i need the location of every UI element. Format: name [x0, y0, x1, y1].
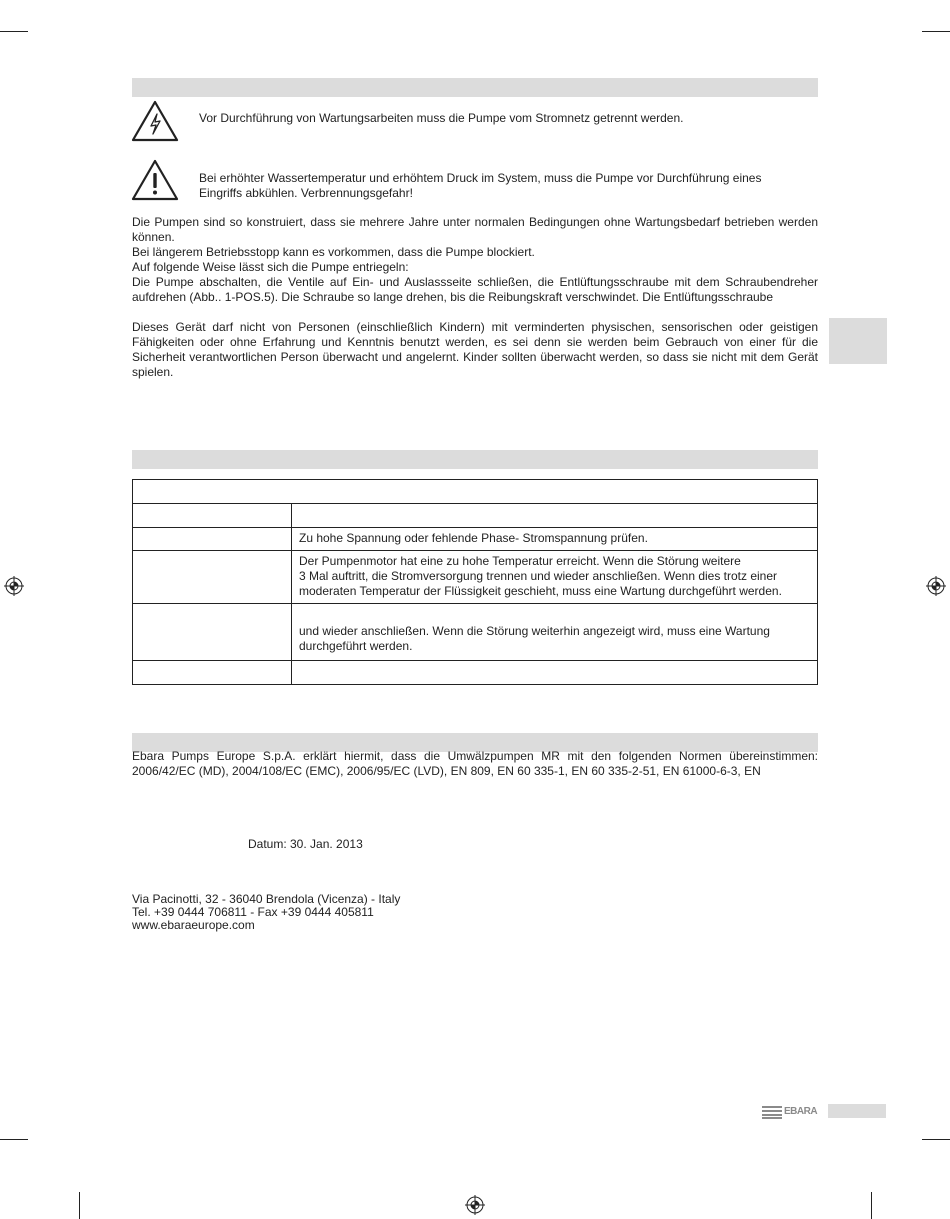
- table-cell-remedy: [292, 504, 818, 528]
- table-row: [133, 661, 818, 685]
- safety-disclaimer-paragraph: Dieses Gerät darf nicht von Personen (einschließlich Kindern) mit verminderten physischen, sensorischen oder geistigen Fähigkeiten oder ohne Erfahrung und Kenntnis benutzt werden, es sei denn sie werden beim Gebrauch von einer für die Sicherheit verantwortlichen Person überwacht und angelernt. Kinder sollten überwacht werden, so dass sie nicht mit dem Gerät spielen.: [132, 320, 818, 379]
- table-row: [133, 504, 818, 528]
- section-heading-bar-safety: [132, 78, 818, 97]
- table-row: [133, 551, 818, 604]
- table-header-row: [133, 480, 818, 504]
- general-warning-text: Bei erhöhter Wassertemperatur und erhöhtem Druck im System, muss die Pumpe vor Durchführung eines Eingriffs abkühlen. Verbrennungsgefahr!: [199, 171, 762, 200]
- table-row: [133, 528, 818, 551]
- crop-mark-bottom-left-vertical: [79, 1192, 80, 1219]
- table-cell-remedy: [292, 661, 818, 685]
- troubleshooting-table: [132, 479, 818, 685]
- registration-mark-icon: [465, 1195, 485, 1215]
- ebara-logo-text: EBARA: [784, 1106, 818, 1117]
- table-cell-code: [133, 551, 292, 604]
- electric-warning-text: Vor Durchführung von Wartungsarbeiten muss die Pumpe vom Stromnetz getrennt werden.: [199, 111, 684, 125]
- crop-mark-bottom-right: [922, 1139, 950, 1140]
- company-phone: Tel. +39 0444 706811 - Fax +39 0444 405811: [132, 905, 374, 919]
- table-cell-code: [133, 604, 292, 661]
- table-cell-code: [133, 504, 292, 528]
- crop-mark-bottom-right-vertical: [871, 1192, 872, 1219]
- maintenance-paragraph: Die Pumpen sind so konstruiert, dass sie mehrere Jahre unter normalen Bedingungen ohne Wartungsbedarf betrieben werden können. Bei längerem Betriebsstopp kann es vorkommen, dass die Pumpe blockiert. Auf folgende Weise lässt sich die Pumpe entriegeln: Die Pumpe abschalten, die Ventile auf Ein- und Auslassseite schließen, die Entlüftungsschraube mit dem Schraubendreher aufdrehen (Abb.. 1-POS.5). Die Schraube so lange drehen, bis die Reibungskraft verschwindet. Die Entlüftungsschraube: [132, 215, 818, 304]
- crop-mark-top-right: [922, 31, 950, 32]
- crop-mark-bottom-left: [0, 1139, 28, 1140]
- declaration-date: Datum: 30. Jan. 2013: [248, 837, 363, 851]
- table-cell-remedy: Zu hohe Spannung oder fehlende Phase- Stromspannung prüfen.: [292, 528, 818, 551]
- company-website: www.ebaraeurope.com: [132, 918, 255, 932]
- ebara-wave-icon: [762, 1105, 782, 1119]
- table-cell-code: [133, 661, 292, 685]
- registration-mark-icon: [4, 576, 24, 596]
- registration-mark-icon: [926, 576, 946, 596]
- exclamation-warning-icon: [131, 159, 179, 201]
- language-side-tab: [829, 318, 887, 364]
- crop-mark-top-left: [0, 31, 28, 32]
- electric-hazard-icon: [131, 100, 179, 142]
- section-heading-bar-troubleshooting: [132, 450, 818, 469]
- table-cell-remedy: und wieder anschließen. Wenn die Störung weiterhin angezeigt wird, muss eine Wartung durchgeführt werden.: [292, 604, 818, 661]
- ebara-logo: [762, 1105, 822, 1119]
- table-cell-remedy: Der Pumpenmotor hat eine zu hohe Temperatur erreicht. Wenn die Störung weitere 3 Mal auftritt, die Stromversorgung trennen und wieder anschließen. Wenn dies trotz einer moderaten Temperatur der Flüssigkeit geschieht, muss eine Wartung durchgeführt werden.: [292, 551, 818, 604]
- company-address: Via Pacinotti, 32 - 36040 Brendola (Vicenza) - Italy: [132, 892, 401, 906]
- table-row: [133, 604, 818, 661]
- page-number-box: [828, 1104, 886, 1118]
- table-cell-code: [133, 528, 292, 551]
- declaration-text: Ebara Pumps Europe S.p.A. erklärt hiermit, dass die Umwälzpumpen MR mit den folgenden Normen übereinstimmen: 2006/42/EC (MD), 2004/108/EC (EMC), 2006/95/EC (LVD), EN 809, EN 60 335-1, EN 60 335-2-51, EN 61000-6-3, EN: [132, 749, 818, 778]
